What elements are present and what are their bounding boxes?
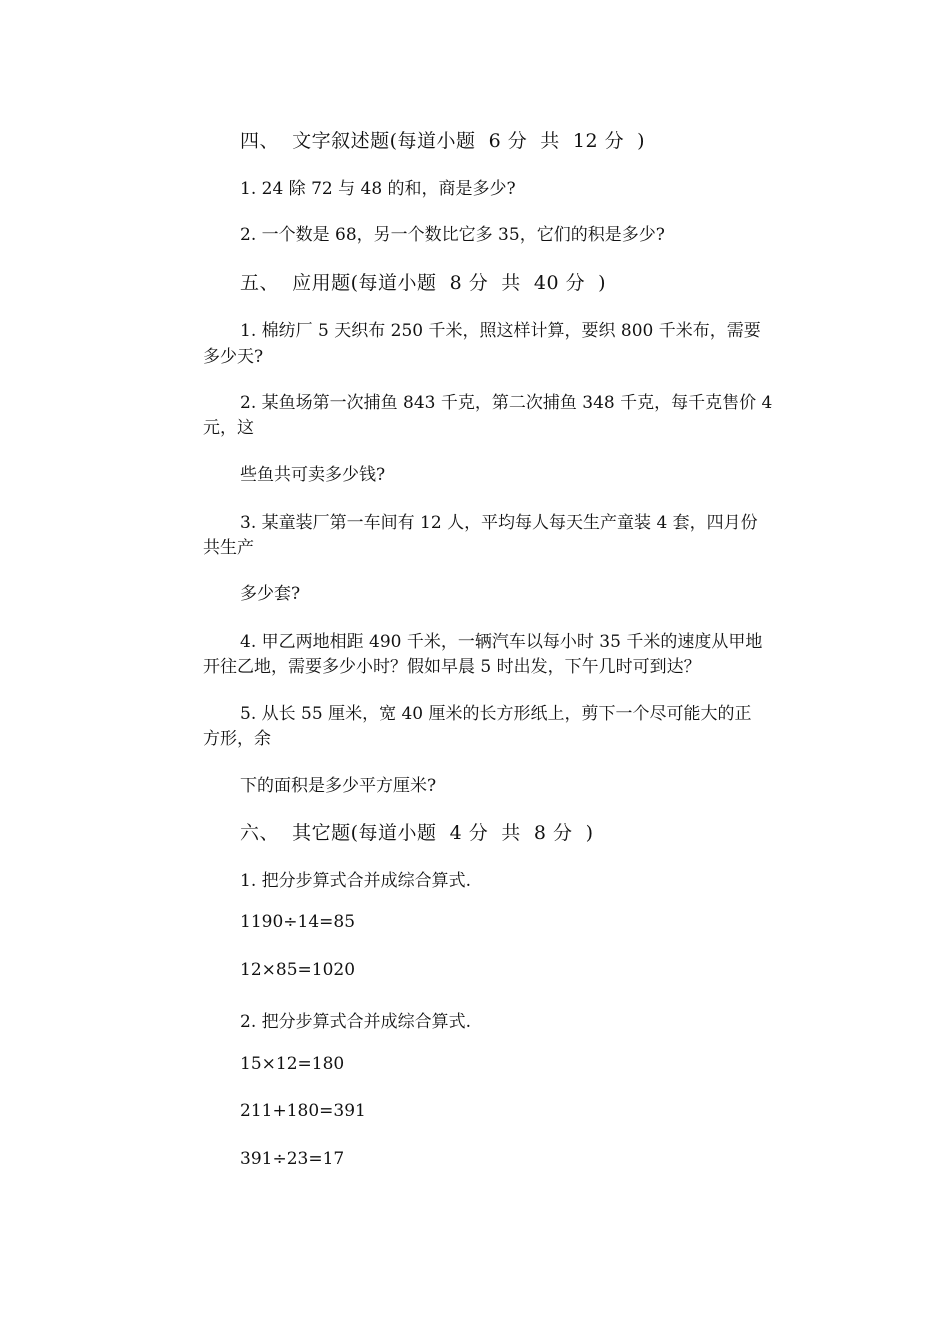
section-heading-4: 四、 文字叙述题(每道小题 6 分 共 12 分 ) — [240, 130, 646, 152]
question-6-2: 2. 把分步算式合并成综合算式. — [240, 1012, 472, 1032]
equation-6-2-3: 391÷23=17 — [240, 1149, 345, 1169]
equation-6-1-1: 1190÷14=85 — [240, 912, 356, 932]
question-5-4-line-1: 4. 甲乙两地相距 490 千米，一辆汽车以每小时 35 千米的速度从甲地 — [240, 632, 763, 652]
question-5-2-line-3: 些鱼共可卖多少钱? — [240, 465, 386, 485]
question-5-5-line-2: 方形，余 — [203, 729, 271, 749]
question-5-2-line-2: 元，这 — [203, 418, 254, 438]
question-5-3-line-3: 多少套? — [240, 584, 301, 604]
question-5-1-line-1: 1. 棉纺厂 5 天织布 250 千米，照这样计算，要织 800 千米布，需要 — [240, 321, 761, 341]
equation-6-1-2: 12×85=1020 — [240, 960, 356, 980]
section-heading-5: 五、 应用题(每道小题 8 分 共 40 分 ) — [240, 272, 607, 294]
question-5-5-line-3: 下的面积是多少平方厘米? — [240, 776, 437, 796]
question-6-1: 1. 把分步算式合并成综合算式. — [240, 871, 472, 891]
equation-6-2-1: 15×12=180 — [240, 1054, 345, 1074]
question-5-4-line-2: 开往乙地，需要多少小时？假如早晨 5 时出发，下午几时可到达？ — [203, 657, 701, 677]
section-heading-6: 六、 其它题(每道小题 4 分 共 8 分 ) — [240, 822, 594, 844]
question-5-3-line-1: 3. 某童装厂第一车间有 12 人，平均每人每天生产童装 4 套，四月份 — [240, 513, 758, 533]
question-5-5-line-1: 5. 从长 55 厘米，宽 40 厘米的长方形纸上，剪下一个尽可能大的正 — [240, 704, 752, 724]
question-4-1: 1. 24 除 72 与 48 的和，商是多少? — [240, 179, 516, 199]
question-5-2-line-1: 2. 某鱼场第一次捕鱼 843 千克，第二次捕鱼 348 千克，每千克售价 4 — [240, 393, 773, 413]
equation-6-2-2: 211+180=391 — [240, 1101, 366, 1121]
question-4-2: 2. 一个数是 68，另一个数比它多 35，它们的积是多少? — [240, 225, 665, 245]
question-5-1-line-2: 多少天? — [203, 347, 264, 367]
question-5-3-line-2: 共生产 — [203, 538, 254, 558]
